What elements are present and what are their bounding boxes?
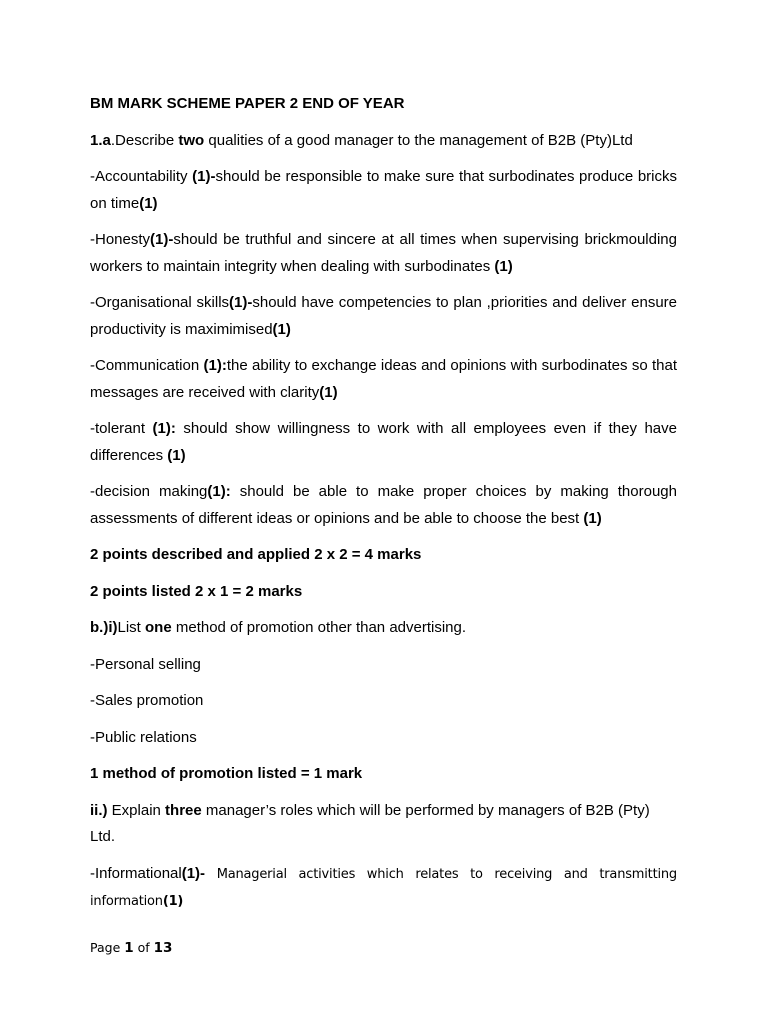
question-b-i: b.)i)List one method of promotion other than advertising. xyxy=(90,619,467,636)
question-ii: ii.) Explain three manager’s roles which will be performed by managers of B2B (Pty) Ltd. xyxy=(90,801,650,845)
answer-honesty: -Honesty(1)-should be truthful and sincere at all times when supervising brickmoulding workers to maintain integrity when dealing with surbodinates (1) xyxy=(90,231,677,275)
list-item: -Personal selling xyxy=(90,655,201,673)
marks-promotion: 1 method of promotion listed = 1 mark xyxy=(90,765,363,782)
marks-described: 2 points described and applied 2 x 2 = 4 marks xyxy=(90,546,422,563)
page-footer: Page 1 of 13 xyxy=(90,940,173,956)
answer-decision-making: -decision making(1): should be able to make proper choices by making thorough assessments of different ideas or opinions and be able to choose the best (1) xyxy=(90,483,677,527)
answer-tolerant: -tolerant (1): should show willingness to work with all employees even if they have differences (1) xyxy=(90,420,677,464)
document-body xyxy=(90,91,677,926)
document-title: BM MARK SCHEME PAPER 2 END OF YEAR xyxy=(90,95,405,112)
answer-informational: -Informational(1)- Managerial activities which relates to receiving and transmitting information(1) xyxy=(90,864,677,909)
answer-accountability: -Accountability (1)-should be responsible to make sure that surbodinates produce bricks on time(1) xyxy=(90,168,678,212)
question-1a: 1.a.Describe two qualities of a good manager to the management of B2B (Pty)Ltd xyxy=(90,131,633,149)
answer-organisational-skills: -Organisational skills(1)-should have competencies to plan ,priorities and deliver ensure productivity is maximimised(1) xyxy=(90,294,677,338)
marks-listed: 2 points listed 2 x 1 = 2 marks xyxy=(90,582,303,600)
answer-communication: -Communication (1):the ability to exchange ideas and opinions with surbodinates so that messages are received with clarity(1) xyxy=(90,357,677,401)
list-item: -Sales promotion xyxy=(90,692,204,709)
list-item: -Public relations xyxy=(90,728,197,746)
